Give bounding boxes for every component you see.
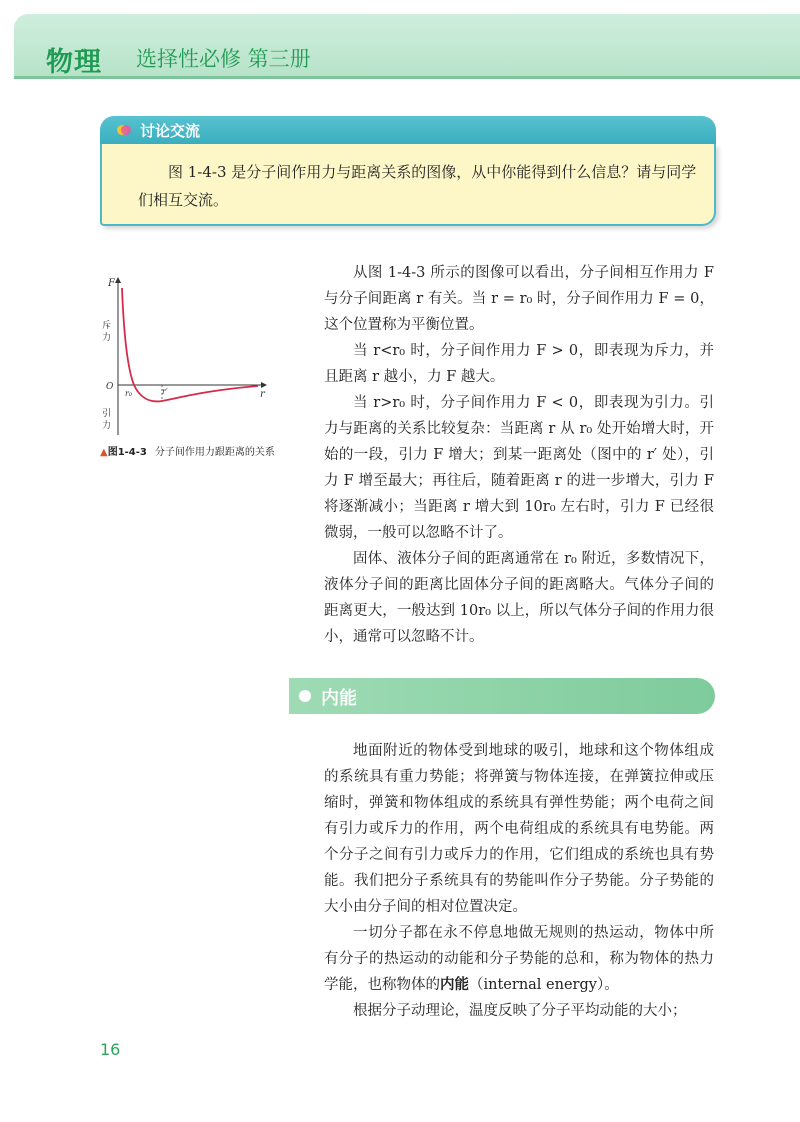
rprime-label: r′ bbox=[162, 387, 168, 396]
section-paragraph-2 bbox=[324, 920, 714, 998]
repulsion-char-2: 力 bbox=[102, 333, 112, 343]
page-header bbox=[14, 14, 800, 79]
caption-triangle-icon: ▲ bbox=[100, 447, 108, 458]
attraction-label bbox=[102, 407, 111, 431]
page-number: 16 bbox=[100, 1040, 121, 1059]
paragraph-3: 当 r>r₀ 时，分子间作用力 F < 0，即表现为引力。引力与距离的关系比较复杂：当距离 r 从 r₀ 处开始增大时，开始的一段，引力 F 增大；到某一距离处（图中的 r′ 处），引力 F 增至最大；再往后，随着距离 r 的进一步增大，引力 F 将逐渐减小；当距离 r 增大到 10r₀ 左右时，引力 F 已经很微弱，一般可以忽略不计了。 bbox=[324, 395, 714, 541]
discussion-box bbox=[100, 144, 716, 226]
s2-before: 一切分子都在永不停息地做无规则的热运动，物体中所有分子的热运动的动能和分子势能的总和，称为物体的热力学能，也称物体的 bbox=[324, 925, 714, 993]
attraction-char-1: 引 bbox=[102, 409, 112, 419]
x-axis-label: r bbox=[260, 389, 265, 400]
origin-label: O bbox=[106, 382, 114, 392]
caption-number: 图1-4-3 bbox=[107, 447, 147, 458]
volume-title: 选择性必修 第三册 bbox=[136, 47, 311, 71]
section-title: 内能 bbox=[321, 688, 357, 709]
internal-energy-term: 内能 bbox=[440, 977, 469, 993]
subject-title: 物理 bbox=[46, 47, 102, 78]
force-curve bbox=[122, 288, 258, 401]
paragraph-4: 固体、液体分子间的距离通常在 r₀ 附近，多数情况下，液体分子间的距离比固体分子间的距离略大。气体分子间的距离更大，一般达到 10r₀ 以上，所以气体分子间的作用力很小，通常可以忽略不计。 bbox=[324, 551, 714, 645]
section-heading bbox=[289, 678, 715, 714]
discussion-text: 图 1-4-3 是分子间作用力与距离关系的图像，从中你能得到什么信息？请与同学们相互交流。 bbox=[138, 163, 697, 209]
r0-label: r₀ bbox=[125, 389, 133, 398]
discussion-icon bbox=[116, 122, 132, 138]
s2-after: （internal energy）。 bbox=[469, 977, 619, 993]
y-axis-label: F bbox=[108, 278, 115, 289]
discussion-header bbox=[100, 116, 716, 144]
attraction-char-2: 力 bbox=[102, 421, 112, 431]
section-paragraph-3: 根据分子动理论，温度反映了分子平均动能的大小； bbox=[353, 1003, 687, 1019]
bullet-icon bbox=[299, 690, 311, 702]
figure-caption bbox=[100, 445, 280, 461]
paragraph-2: 当 r<r₀ 时，分子间作用力 F > 0，即表现为斥力，并且距离 r 越小，力 F 越大。 bbox=[324, 343, 714, 385]
force-distance-graph bbox=[98, 270, 278, 440]
repulsion-label bbox=[102, 320, 111, 343]
paragraph-1: 从图 1-4-3 所示的图像可以看出，分子间相互作用力 F 与分子间距离 r 有关。当 r = r₀ 时，分子间作用力 F = 0，这个位置称为平衡位置。 bbox=[324, 265, 714, 333]
repulsion-char-1: 斥 bbox=[102, 321, 112, 331]
caption-text: 分子间作用力跟距离的关系 bbox=[154, 447, 275, 458]
discussion-title: 讨论交流 bbox=[140, 122, 201, 140]
section-paragraph-1: 地面附近的物体受到地球的吸引，地球和这个物体组成的系统具有重力势能；将弹簧与物体连接，在弹簧拉伸或压缩时，弹簧和物体组成的系统具有弹性势能；两个电荷之间有引力或斥力的作用，两个电荷组成的系统具有电势能。两个分子之间有引力或斥力的作用，它们组成的系统也具有势能。我们把分子系统具有的势能叫作分子势能。分子势能的大小由分子间的相对位置决定。 bbox=[324, 743, 714, 915]
